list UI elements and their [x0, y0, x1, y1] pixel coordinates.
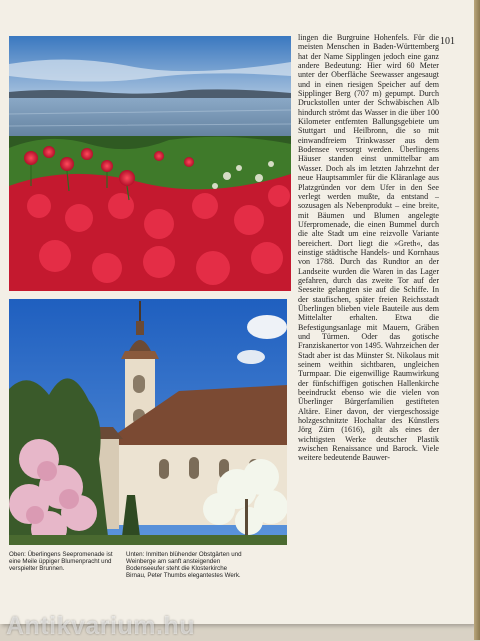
caption-top-photo: Oben: Überlingens Seepromenade ist eine Meile üppiger Blumenpracht und verspielter Brunnen. [9, 551, 113, 573]
lakeside-flowers-photo [9, 36, 291, 291]
birnau-church-photo [9, 299, 287, 545]
caption-bottom-photo: Unten: Inmitten blühender Obstgärten und Weinberge am sanft ansteigenden Bodenseeufer steht die Klosterkirche Birnau, Peter Thumbs elegantestes Werk. [126, 551, 242, 580]
watermark-logo: Antikvarium.hu [6, 612, 195, 640]
page-number: 101 [440, 36, 455, 47]
article-body-text: lingen die Burgruine Hohenfels. Für die meisten Menschen in Baden-Württemberg hat der Name Sipplingen jedoch eine ganz andere Bedeutung: Hier wird 60 Meter unter der Oberfläche Seewasser angesaugt und in einen riesigen Speicher auf dem Sipplinger Berg (707 m) gepumpt. Durch Druckstollen unter der Schwäbischen Alb hindurch strömt das Wasser in die über 100 Kilometer entfernten Ballungsgebiete um Stuttgart und Heilbronn, die so mit einwandfreiem Trinkwasser aus dem Bodensee versorgt werden. Überlingens Häuser standen einst unmittelbar am Wasser. Doch als im letzten Jahrzehnt der neue Hauptsammler für die Kläranlage aus Platzgründen vor dem Ufer in den See verlegt werden mußte, da entstand – sozusagen als Nebenprodukt – eine breite, mit Bäumen und Blumen angelegte Uferpromenade, die einen Bummel durch die alte Stadt um eine reizvolle Variante bereichert. Dort liegt die »Greth«, das einstige städtische Handels- und Kornhaus von 1788. Durch das Rundtor an der Landseite wurden die Waren in das Lager gefahren, durch das zweite Tor auf der Seeseite gelangten sie auf die Schiffe. In der staufischen, später freien Reichsstadt Überlingen blieben viele Bauteile aus dem Mittelalter erhalten. Etwa die Befestigungsanlage mit Mauern, Gräben und Türmen. Oder das gotische Franziskanertor von 1495. Wahrzeichen der Stadt aber ist das Münster St. Nikolaus mit seinem weithin sichtbaren, ungleichen Turmpaar. Die eigenwillige Raumwirkung der fünfschiffigen gotischen Hallenkirche beeindruckt ebenso wie die vielen von Überlinger Bürgerfamilien gestifteten Altäre. Einer davon, der viergeschossige holzgeschnitzte Hochaltar des Künstlers Jörg Zürn (1616), gilt als eines der wichtigsten Werke deutscher Plastik zwischen Renaissance und Barock. Viele weitere bedeutende Bauwer- [298, 33, 439, 463]
book-cover-edge [474, 0, 480, 640]
